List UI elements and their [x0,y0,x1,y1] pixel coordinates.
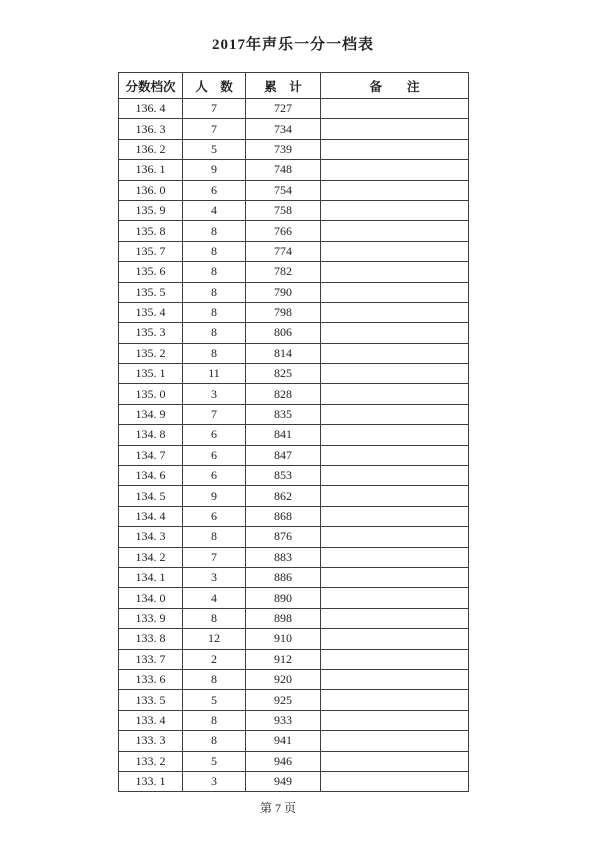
count-cell: 11 [183,364,246,384]
remark-cell [321,506,469,526]
cumulative-cell: 727 [246,99,321,119]
score-band-cell: 135. 8 [119,221,183,241]
score-band-cell: 134. 7 [119,445,183,465]
remark-cell [321,486,469,506]
cumulative-cell: 847 [246,445,321,465]
count-cell: 8 [183,669,246,689]
score-band-cell: 135. 7 [119,241,183,261]
remark-cell [321,629,469,649]
count-cell: 8 [183,710,246,730]
score-band-cell: 135. 5 [119,282,183,302]
score-band-cell: 135. 0 [119,384,183,404]
remark-cell [321,466,469,486]
table-row [119,200,469,220]
table-body [119,99,469,792]
table-row [119,99,469,119]
table-header [119,73,469,99]
header-count: 人 数 [183,73,246,99]
table-row [119,547,469,567]
table-row [119,445,469,465]
count-cell: 7 [183,119,246,139]
page-title: 2017年声乐一分一档表 [211,37,374,53]
score-band-cell: 136. 1 [119,160,183,180]
cumulative-cell: 876 [246,527,321,547]
cumulative-cell: 825 [246,364,321,384]
remark-cell [321,241,469,261]
table-row [119,771,469,791]
cumulative-cell: 739 [246,139,321,159]
score-band-cell: 135. 3 [119,323,183,343]
score-band-cell: 135. 2 [119,343,183,363]
table-row [119,486,469,506]
count-cell: 6 [183,180,246,200]
count-cell: 7 [183,547,246,567]
cumulative-cell: 890 [246,588,321,608]
score-band-cell: 136. 0 [119,180,183,200]
count-cell: 8 [183,302,246,322]
table-row [119,690,469,710]
table-row [119,466,469,486]
table-row [119,588,469,608]
table-row [119,221,469,241]
cumulative-cell: 941 [246,731,321,751]
cumulative-cell: 910 [246,629,321,649]
cumulative-cell: 853 [246,466,321,486]
cumulative-cell: 754 [246,180,321,200]
remark-cell [321,425,469,445]
score-band-cell: 136. 2 [119,139,183,159]
score-band-cell: 133. 5 [119,690,183,710]
remark-cell [321,547,469,567]
cumulative-cell: 949 [246,771,321,791]
count-cell: 4 [183,200,246,220]
count-cell: 8 [183,241,246,261]
remark-cell [321,221,469,241]
table-row [119,364,469,384]
score-band-cell: 134. 1 [119,567,183,587]
cumulative-cell: 774 [246,241,321,261]
table-row [119,302,469,322]
cumulative-cell: 758 [246,200,321,220]
score-band-cell: 133. 6 [119,669,183,689]
table-row [119,139,469,159]
remark-cell [321,139,469,159]
cumulative-cell: 748 [246,160,321,180]
table-row [119,384,469,404]
cumulative-cell: 933 [246,710,321,730]
table-row [119,282,469,302]
table-row [119,629,469,649]
cumulative-cell: 814 [246,343,321,363]
table-row [119,567,469,587]
score-band-cell: 134. 3 [119,527,183,547]
cumulative-cell: 862 [246,486,321,506]
remark-cell [321,323,469,343]
header-row [119,73,469,99]
remark-cell [321,384,469,404]
cumulative-cell: 912 [246,649,321,669]
count-cell: 6 [183,506,246,526]
score-band-cell: 133. 2 [119,751,183,771]
remark-cell [321,282,469,302]
score-band-cell: 134. 0 [119,588,183,608]
cumulative-cell: 920 [246,669,321,689]
table-row [119,751,469,771]
score-band-cell: 133. 4 [119,710,183,730]
page-number: 第 7 页 [259,801,296,815]
remark-cell [321,669,469,689]
remark-cell [321,404,469,424]
table-row [119,323,469,343]
score-band-cell: 136. 4 [119,99,183,119]
score-band-cell: 134. 2 [119,547,183,567]
table-row [119,425,469,445]
count-cell: 6 [183,445,246,465]
header-score-band: 分数档次 [119,73,183,99]
remark-cell [321,180,469,200]
score-band-cell: 133. 3 [119,731,183,751]
remark-cell [321,527,469,547]
table-row [119,731,469,751]
table-row [119,160,469,180]
table-row [119,343,469,363]
cumulative-cell: 898 [246,608,321,628]
count-cell: 8 [183,608,246,628]
remark-cell [321,710,469,730]
cumulative-cell: 883 [246,547,321,567]
remark-cell [321,302,469,322]
count-cell: 9 [183,486,246,506]
remark-cell [321,567,469,587]
count-cell: 12 [183,629,246,649]
count-cell: 6 [183,425,246,445]
cumulative-cell: 782 [246,262,321,282]
remark-cell [321,649,469,669]
table-row [119,649,469,669]
cumulative-cell: 841 [246,425,321,445]
cumulative-cell: 806 [246,323,321,343]
count-cell: 8 [183,221,246,241]
remark-cell [321,343,469,363]
table-row [119,710,469,730]
count-cell: 6 [183,466,246,486]
table-row [119,669,469,689]
count-cell: 9 [183,160,246,180]
cumulative-cell: 868 [246,506,321,526]
count-cell: 8 [183,731,246,751]
cumulative-cell: 790 [246,282,321,302]
count-cell: 5 [183,690,246,710]
count-cell: 3 [183,567,246,587]
remark-cell [321,588,469,608]
score-table [118,72,469,792]
header-remark: 备 注 [321,73,469,99]
score-band-cell: 135. 9 [119,200,183,220]
cumulative-cell: 766 [246,221,321,241]
table-row [119,241,469,261]
score-band-cell: 136. 3 [119,119,183,139]
remark-cell [321,200,469,220]
table-row [119,506,469,526]
remark-cell [321,262,469,282]
count-cell: 8 [183,282,246,302]
remark-cell [321,160,469,180]
count-cell: 5 [183,139,246,159]
remark-cell [321,690,469,710]
count-cell: 7 [183,404,246,424]
table-row [119,119,469,139]
table-row [119,404,469,424]
remark-cell [321,445,469,465]
score-band-cell: 134. 9 [119,404,183,424]
cumulative-cell: 946 [246,751,321,771]
count-cell: 5 [183,751,246,771]
count-cell: 2 [183,649,246,669]
remark-cell [321,608,469,628]
count-cell: 8 [183,343,246,363]
remark-cell [321,119,469,139]
score-band-cell: 134. 8 [119,425,183,445]
table-row [119,608,469,628]
cumulative-cell: 828 [246,384,321,404]
table-row [119,180,469,200]
count-cell: 8 [183,527,246,547]
cumulative-cell: 925 [246,690,321,710]
count-cell: 3 [183,384,246,404]
remark-cell [321,364,469,384]
remark-cell [321,99,469,119]
cumulative-cell: 835 [246,404,321,424]
score-band-cell: 133. 9 [119,608,183,628]
count-cell: 3 [183,771,246,791]
score-band-cell: 134. 4 [119,506,183,526]
score-band-cell: 133. 1 [119,771,183,791]
remark-cell [321,751,469,771]
score-band-cell: 134. 5 [119,486,183,506]
count-cell: 8 [183,262,246,282]
count-cell: 4 [183,588,246,608]
score-band-cell: 133. 7 [119,649,183,669]
table-row [119,262,469,282]
cumulative-cell: 734 [246,119,321,139]
score-band-cell: 133. 8 [119,629,183,649]
score-band-cell: 135. 6 [119,262,183,282]
remark-cell [321,731,469,751]
table-row [119,527,469,547]
count-cell: 8 [183,323,246,343]
cumulative-cell: 798 [246,302,321,322]
score-band-cell: 135. 4 [119,302,183,322]
remark-cell [321,771,469,791]
cumulative-cell: 886 [246,567,321,587]
score-band-cell: 135. 1 [119,364,183,384]
score-band-cell: 134. 6 [119,466,183,486]
header-cumulative: 累 计 [246,73,321,99]
count-cell: 7 [183,99,246,119]
